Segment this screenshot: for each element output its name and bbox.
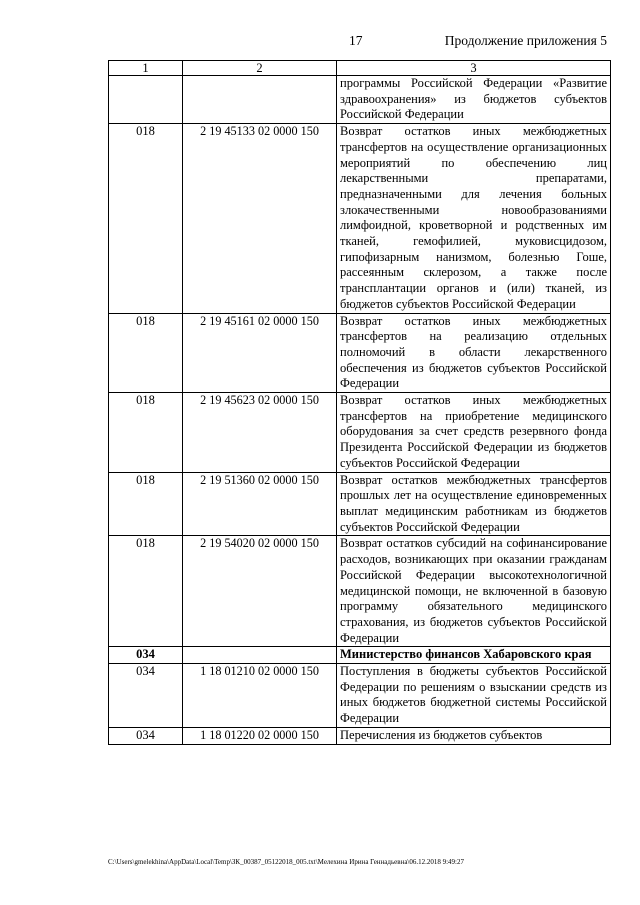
admin-code-cell: 018 bbox=[109, 472, 183, 536]
description-cell: Возврат остатков иных межбюджетных трансфертов на осуществление организационных мероприятий по обеспечению лиц лекарственными препаратами, предназначенными для лечения больных злокачественными новообразованиями лимфоидной, кроветворной и родственных им тканей, гемофилией, муковисцидозом, гипофизарным нанизмом, болезнью Гоше, рассеянным склерозом, а также после трансплантации органов и (или) тканей, из бюджетов субъектов Российской Федерации bbox=[337, 124, 611, 313]
description-cell: программы Российской Федерации «Развитие здравоохранения» из бюджетов субъектов Российской Федерации bbox=[337, 76, 611, 124]
page-header bbox=[0, 33, 640, 53]
budget-code-cell: 2 19 51360 02 0000 150 bbox=[183, 472, 337, 536]
admin-code-cell: 034 bbox=[109, 647, 183, 664]
description-cell: Возврат остатков иных межбюджетных трансфертов на реализацию отдельных полномочий в области лекарственного обеспечения из бюджетов субъектов Российской Федерации bbox=[337, 313, 611, 393]
file-path-footer: C:\Users\gmelekhina\AppData\Local\Temp\ЗК_00387_05122018_005.txt\Мелехина Ирина Геннадьевна\06.12.2018 9:49:27 bbox=[108, 858, 465, 866]
description-cell: Министерство финансов Хабаровского края bbox=[337, 647, 611, 664]
budget-code-cell bbox=[183, 76, 337, 124]
budget-codes-table bbox=[108, 60, 611, 745]
table-row bbox=[109, 536, 611, 647]
page-number: 17 bbox=[349, 33, 363, 48]
column-header-3: 3 bbox=[337, 61, 611, 76]
table-row bbox=[109, 124, 611, 313]
admin-code-cell: 018 bbox=[109, 313, 183, 393]
table-row bbox=[109, 727, 611, 744]
budget-code-cell: 1 18 01210 02 0000 150 bbox=[183, 664, 337, 728]
description-cell: Возврат остатков субсидий на софинансирование расходов, возникающих при оказании гражданам Российской Федерации высокотехнологичной медицинской помощи, не включенной в базовую программу обязательного медицинского страхования, из бюджетов субъектов Российской Федерации bbox=[337, 536, 611, 647]
description-cell: Поступления в бюджеты субъектов Российской Федерации по решениям о взыскании средств из иных бюджетов бюджетной системы Российской Федерации bbox=[337, 664, 611, 728]
table-header-row bbox=[109, 61, 611, 76]
budget-code-cell: 1 18 01220 02 0000 150 bbox=[183, 727, 337, 744]
admin-code-cell: 034 bbox=[109, 664, 183, 728]
description-cell: Возврат остатков иных межбюджетных трансфертов на приобретение медицинского оборудования за счет средств резервного фонда Президента Российской Федерации из бюджетов субъектов Российской Федерации bbox=[337, 393, 611, 473]
column-header-2: 2 bbox=[183, 61, 337, 76]
budget-code-cell bbox=[183, 647, 337, 664]
table-row bbox=[109, 472, 611, 536]
table-row bbox=[109, 393, 611, 473]
table-row bbox=[109, 76, 611, 124]
admin-code-cell: 018 bbox=[109, 393, 183, 473]
admin-code-cell bbox=[109, 76, 183, 124]
table-row bbox=[109, 313, 611, 393]
admin-code-cell: 018 bbox=[109, 124, 183, 313]
description-cell: Перечисления из бюджетов субъектов bbox=[337, 727, 611, 744]
continuation-label: Продолжение приложения 5 bbox=[444, 33, 607, 48]
budget-code-cell: 2 19 54020 02 0000 150 bbox=[183, 536, 337, 647]
budget-code-cell: 2 19 45161 02 0000 150 bbox=[183, 313, 337, 393]
admin-code-cell: 034 bbox=[109, 727, 183, 744]
column-header-1: 1 bbox=[109, 61, 183, 76]
table-row bbox=[109, 664, 611, 728]
admin-code-cell: 018 bbox=[109, 536, 183, 647]
description-cell: Возврат остатков межбюджетных трансфертов прошлых лет на осуществление единовременных выплат медицинским работникам из бюджетов субъектов Российской Федерации bbox=[337, 472, 611, 536]
budget-code-cell: 2 19 45133 02 0000 150 bbox=[183, 124, 337, 313]
budget-code-cell: 2 19 45623 02 0000 150 bbox=[183, 393, 337, 473]
table-row bbox=[109, 647, 611, 664]
